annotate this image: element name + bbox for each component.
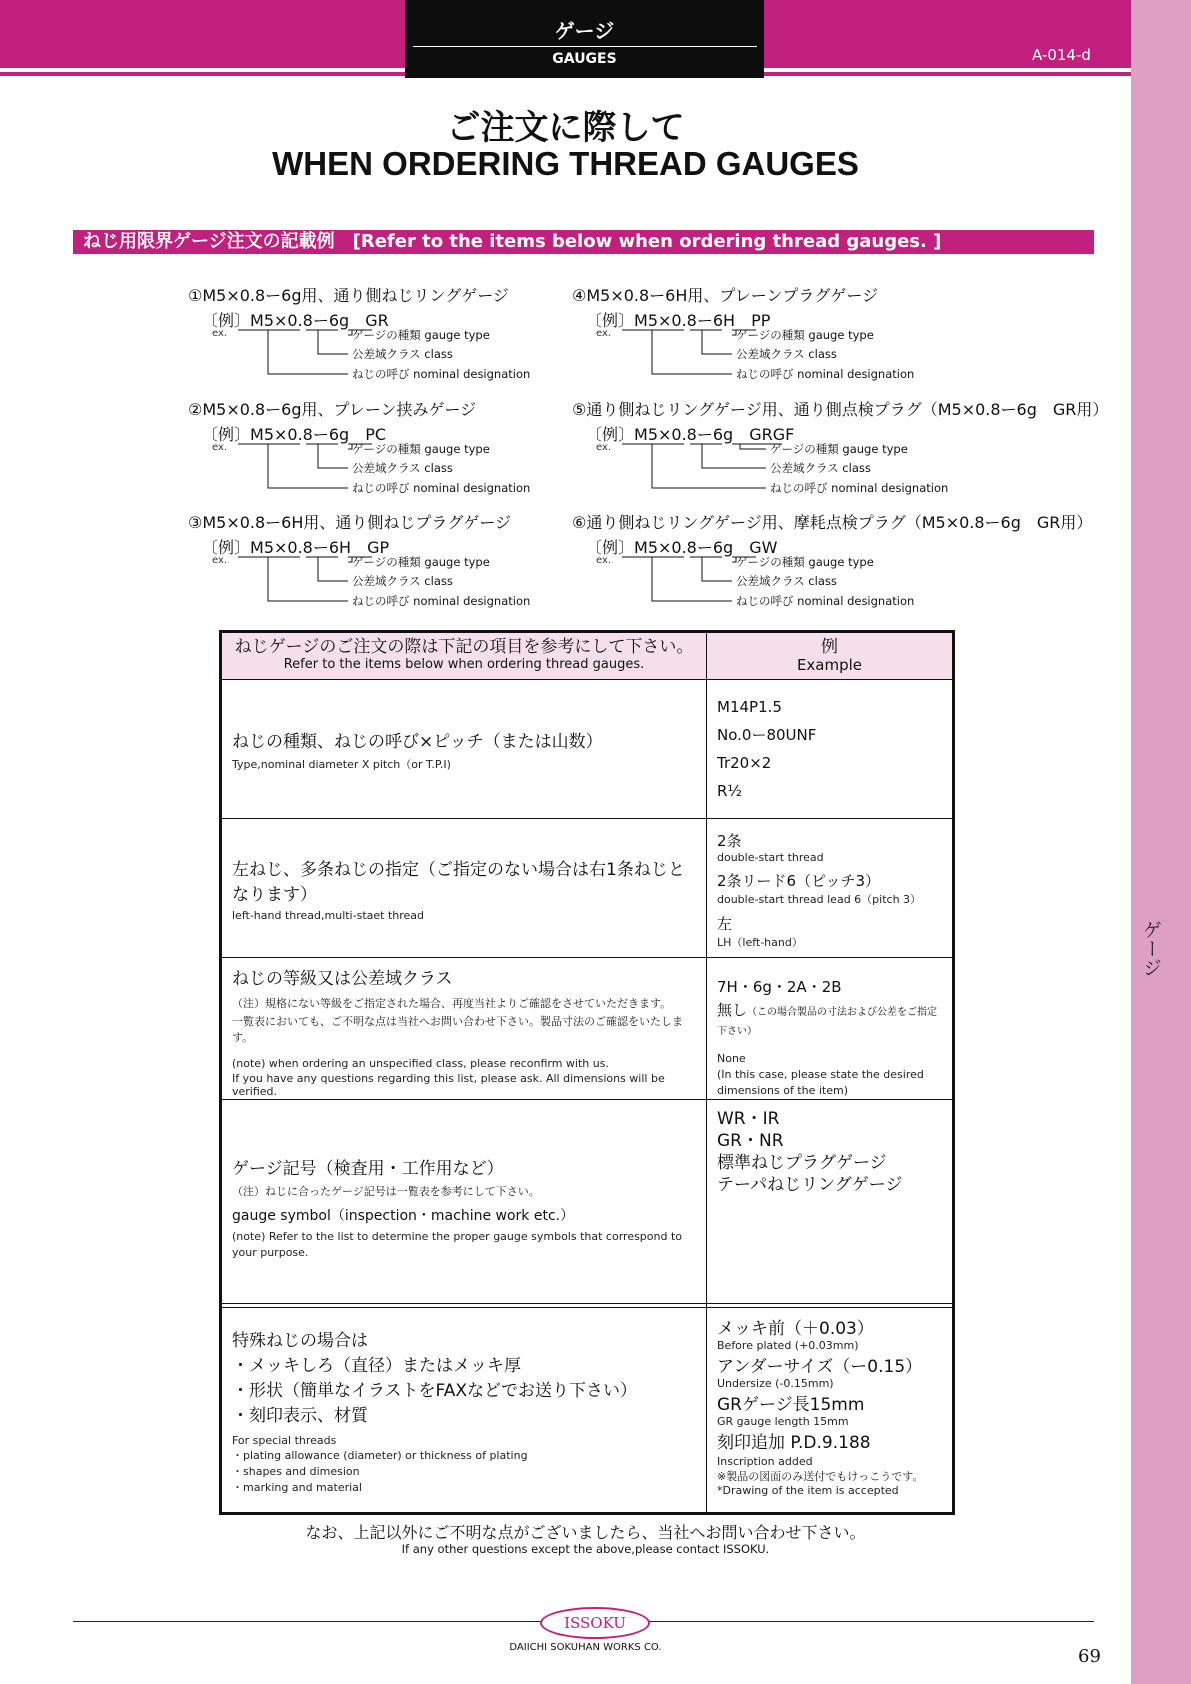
row4-ex4: テーパねじリングゲージ bbox=[717, 1175, 903, 1195]
page-number: 69 bbox=[1078, 1646, 1101, 1667]
row4-en2: (note) Refer to the list to determine the proper gauge symbols that correspond to your purpose. bbox=[232, 1230, 683, 1259]
label-gauge-type: ゲージの種類 gauge type bbox=[736, 555, 874, 569]
row4-en1: gauge symbol（inspection・machine work etc.） bbox=[232, 1208, 575, 1224]
order-items-table bbox=[219, 630, 955, 1515]
example-heading: ⑥通り側ねじリングゲージ用、摩耗点検プラグ（M5×0.8ー6g GR用） bbox=[572, 513, 1093, 532]
header-cell-items bbox=[221, 632, 707, 680]
example-nominal: M5×0.8 bbox=[634, 425, 697, 444]
row3-ex4: (In this case, please state the desired dimensions of the item) bbox=[717, 1068, 924, 1097]
example-heading: ⑤通り側ねじリングゲージ用、通り側点検プラグ（M5×0.8ー6g GR用） bbox=[572, 400, 1109, 419]
example-nominal: M5×0.8 bbox=[634, 311, 697, 330]
row5-ex5: ※製品の図面のみ送付でもけっこうです。 bbox=[717, 1470, 924, 1483]
example-heading: ③M5×0.8ー6H用、通り側ねじプラグゲージ bbox=[188, 513, 512, 532]
label-nominal: ねじの呼び nominal designation bbox=[770, 481, 949, 495]
row3-ex3: None bbox=[717, 1052, 746, 1065]
example-prefix: 〔例〕 bbox=[202, 425, 251, 444]
row4-jp: ゲージ記号（検査用・工作用など） bbox=[232, 1159, 504, 1179]
label-nominal: ねじの呼び nominal designation bbox=[736, 594, 915, 608]
label-gauge-type: ゲージの種類 gauge type bbox=[352, 328, 490, 342]
issoku-logo: ISSOKU bbox=[540, 1607, 650, 1639]
order-example-6 bbox=[572, 510, 1093, 620]
row5-example bbox=[707, 1308, 954, 1514]
example-nominal: M5×0.8 bbox=[250, 311, 313, 330]
example-heading: ④M5×0.8ー6H用、プレーンプラグゲージ bbox=[572, 286, 879, 305]
row5-jp4: ・刻印表示、材質 bbox=[232, 1405, 368, 1426]
row3-ex2-note: （この場合製品の寸法および公差をご指定下さい） bbox=[717, 1007, 938, 1037]
example-prefix: 〔例〕 bbox=[586, 311, 635, 330]
example-ex-label: ex. bbox=[212, 328, 228, 339]
footer-note-jp: なお、上記以外にご不明な点がございましたら、当社へお問い合わせ下さい。 bbox=[305, 1523, 866, 1542]
example-class: ー6g bbox=[312, 311, 350, 330]
row5-item bbox=[221, 1308, 707, 1514]
label-nominal: ねじの呼び nominal designation bbox=[352, 481, 531, 495]
example-class: ー6g bbox=[696, 425, 734, 444]
row1-ex1: M14P1.5 bbox=[717, 698, 782, 716]
row2-ex3-en: LH（left-hand） bbox=[717, 936, 803, 949]
example-gauge-type: GRGF bbox=[749, 425, 795, 444]
example-ex-label: ex. bbox=[596, 555, 612, 566]
example-gauge-type: PC bbox=[365, 425, 387, 444]
example-prefix: 〔例〕 bbox=[586, 425, 635, 444]
row1-ex3: Tr20×2 bbox=[717, 754, 772, 772]
example-nominal: M5×0.8 bbox=[250, 538, 313, 557]
table-row bbox=[221, 819, 954, 958]
row5-ex2-en: Undersize (-0.15mm) bbox=[717, 1377, 834, 1390]
header-example-jp: 例 bbox=[821, 637, 838, 657]
row3-en2: If you have any questions regarding this list, please ask. All dimensions will be verified. bbox=[232, 1072, 665, 1098]
order-example-5 bbox=[572, 397, 1109, 507]
example-prefix: 〔例〕 bbox=[202, 311, 251, 330]
example-class: ー6H bbox=[696, 311, 736, 330]
example-ex-label: ex. bbox=[212, 442, 228, 453]
label-class: 公差域クラス class bbox=[770, 461, 871, 475]
row4-ex3: 標準ねじプラグゲージ bbox=[717, 1153, 887, 1173]
row4-example bbox=[707, 1100, 954, 1304]
label-nominal: ねじの呼び nominal designation bbox=[736, 367, 915, 381]
page-code: A-014-d bbox=[1032, 46, 1091, 64]
example-heading: ②M5×0.8ー6g用、プレーン挟みゲージ bbox=[188, 400, 477, 419]
example-class: ー6g bbox=[312, 425, 350, 444]
row5-ex4-en: Inscription added bbox=[717, 1455, 813, 1468]
row2-ex2: 2条リード6（ピッチ3） bbox=[717, 872, 881, 890]
header-cell-example bbox=[707, 632, 954, 680]
row3-note2: 一覧表においても、ご不明な点は当社へお問い合わせ下さい。製品寸法のご確認をいたします。 bbox=[232, 1015, 683, 1044]
row4-ex2: GR・NR bbox=[717, 1131, 784, 1151]
section-tab bbox=[405, 0, 764, 78]
header-items-en: Refer to the items below when ordering thread gauges. bbox=[283, 657, 645, 672]
row3-jp: ねじの等級又は公差域クラス bbox=[232, 969, 453, 989]
row2-jp: 左ねじ、多条ねじの指定（ご指定のない場合は右1条ねじとなります） bbox=[232, 859, 685, 905]
table-row bbox=[221, 958, 954, 1100]
row5-en3: ・shapes and dimesion bbox=[232, 1464, 360, 1478]
row5-jp2: ・メッキしろ（直径）またはメッキ厚 bbox=[232, 1355, 521, 1376]
footer-note-en: If any other questions except the above,please contact ISSOKU. bbox=[401, 1542, 770, 1556]
row3-item bbox=[221, 958, 707, 1100]
example-gauge-type: PP bbox=[751, 311, 771, 330]
row3-ex1: 7H・6g・2A・2B bbox=[717, 978, 842, 996]
row1-ex2: No.0ー80UNF bbox=[717, 726, 817, 744]
row5-ex3: GRゲージ長15mm bbox=[717, 1395, 865, 1415]
row5-en4: ・marking and material bbox=[232, 1480, 362, 1494]
row4-item bbox=[221, 1100, 707, 1304]
label-gauge-type: ゲージの種類 gauge type bbox=[352, 442, 490, 456]
table-row bbox=[221, 1308, 954, 1514]
row5-ex1-en: Before plated (+0.03mm) bbox=[717, 1339, 859, 1352]
row3-note1: （注）規格にない等級をご指定された場合、再度当社よりご確認をさせていただきます。 bbox=[232, 997, 672, 1010]
row3-example bbox=[707, 958, 954, 1100]
label-class: 公差域クラス class bbox=[352, 574, 453, 588]
row5-jp1: 特殊ねじの場合は bbox=[232, 1330, 368, 1351]
label-gauge-type: ゲージの種類 gauge type bbox=[736, 328, 874, 342]
label-gauge-type: ゲージの種類 gauge type bbox=[770, 442, 908, 456]
example-class: ー6H bbox=[312, 538, 352, 557]
label-class: 公差域クラス class bbox=[352, 461, 453, 475]
row2-ex2-en: double-start thread lead 6（pitch 3） bbox=[717, 893, 922, 906]
row3-ex2: 無し bbox=[717, 1001, 748, 1019]
row5-en1: For special threads bbox=[232, 1433, 337, 1447]
example-ex-label: ex. bbox=[596, 328, 612, 339]
row1-example bbox=[707, 680, 954, 819]
row5-en2: ・plating allowance (diameter) or thickness of plating bbox=[232, 1448, 528, 1462]
section-divider bbox=[413, 46, 757, 47]
section-title-jp: ゲージ bbox=[554, 19, 615, 43]
example-prefix: 〔例〕 bbox=[202, 538, 251, 557]
header-example-en: Example bbox=[796, 656, 863, 674]
section-title-en: GAUGES bbox=[552, 51, 617, 67]
row5-jp3: ・形状（簡単なイラストをFAXなどでお送り下さい） bbox=[232, 1380, 637, 1401]
side-tab-label: ゲージ bbox=[1140, 920, 1162, 977]
example-ex-label: ex. bbox=[212, 555, 228, 566]
row1-ex4: R½ bbox=[717, 782, 742, 800]
side-strip bbox=[1131, 0, 1191, 1684]
page-title-en: WHEN ORDERING THREAD GAUGES bbox=[272, 145, 859, 182]
label-gauge-type: ゲージの種類 gauge type bbox=[352, 555, 490, 569]
table-row bbox=[221, 680, 954, 819]
row3-en1: (note) when ordering an unspecified class, please reconfirm with us. bbox=[232, 1057, 609, 1070]
example-gauge-type: GW bbox=[749, 538, 778, 557]
page-title-jp: ご注文に際して bbox=[446, 108, 685, 148]
row1-jp: ねじの種類、ねじの呼び×ピッチ（または山数） bbox=[232, 731, 603, 752]
table-header-row bbox=[221, 632, 954, 680]
row5-ex3-en: GR gauge length 15mm bbox=[717, 1415, 849, 1428]
row5-ex2: アンダーサイズ（ー0.15） bbox=[717, 1357, 923, 1377]
example-gauge-type: GR bbox=[365, 311, 389, 330]
row2-example bbox=[707, 819, 954, 958]
example-gauge-type: GP bbox=[367, 538, 390, 557]
label-class: 公差域クラス class bbox=[736, 347, 837, 361]
row5-ex6: *Drawing of the item is accepted bbox=[717, 1484, 899, 1497]
example-heading: ①M5×0.8ー6g用、通り側ねじリングゲージ bbox=[188, 286, 509, 305]
order-example-4 bbox=[572, 283, 1072, 393]
label-class: 公差域クラス class bbox=[736, 574, 837, 588]
row2-ex1-en: double-start thread bbox=[717, 851, 824, 864]
row1-en: Type,nominal diameter X pitch（or T.P.I) bbox=[232, 757, 451, 771]
section-band: ねじ用限界ゲージ注文の記載例 [Refer to the items below when ordering thread gauges. ] bbox=[73, 230, 1094, 254]
table-row bbox=[221, 1100, 954, 1304]
example-class: ー6g bbox=[696, 538, 734, 557]
row2-item bbox=[221, 819, 707, 958]
label-nominal: ねじの呼び nominal designation bbox=[352, 367, 531, 381]
header-items-jp: ねじゲージのご注文の際は下記の項目を参考にして下さい。 bbox=[234, 637, 694, 657]
row5-ex1: メッキ前（＋0.03） bbox=[717, 1319, 874, 1339]
row2-ex3: 左 bbox=[717, 915, 733, 933]
row2-ex1: 2条 bbox=[717, 832, 742, 850]
company-name: DAIICHI SOKUHAN WORKS CO. bbox=[509, 1642, 662, 1653]
example-ex-label: ex. bbox=[596, 442, 612, 453]
example-prefix: 〔例〕 bbox=[586, 538, 635, 557]
example-nominal: M5×0.8 bbox=[250, 425, 313, 444]
label-nominal: ねじの呼び nominal designation bbox=[352, 594, 531, 608]
row4-ex1: WR・IR bbox=[717, 1109, 780, 1129]
row5-ex4: 刻印追加 P.D.9.188 bbox=[717, 1433, 871, 1453]
row4-note: （注）ねじに合ったゲージ記号は一覧表を参考にして下さい。 bbox=[232, 1185, 540, 1198]
row2-en: left-hand thread,multi-staet thread bbox=[232, 908, 425, 922]
row1-item bbox=[221, 680, 707, 819]
example-nominal: M5×0.8 bbox=[634, 538, 697, 557]
label-class: 公差域クラス class bbox=[352, 347, 453, 361]
